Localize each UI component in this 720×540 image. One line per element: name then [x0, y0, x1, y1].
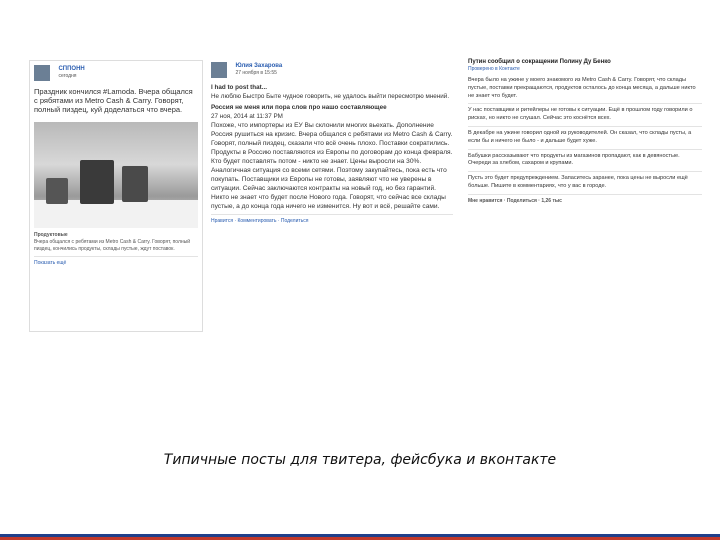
twitter-photo[interactable]: [34, 122, 198, 228]
photo-snow: [34, 200, 198, 228]
screenshot-collage: [15, 42, 711, 450]
twitter-text: Праздник кончился #Lamoda. Вчера общался с рябятами из Metro Cash & Carry. Говорят, полный пиздец, куй доделаться что вчера.: [34, 87, 193, 114]
slide-caption: Типичные посты для твитера, фейсбука и вконтакте: [163, 452, 557, 468]
photo-trash-bin: [80, 160, 114, 204]
photo-trash-bin: [122, 166, 148, 202]
twitter-footer-link[interactable]: Показать ещё: [34, 260, 67, 266]
vk-header: Путин сообщил о сокращении Полину Ду Бенко: [468, 59, 611, 65]
facebook-avatar[interactable]: [211, 62, 227, 78]
facebook-quote-date: 27 ноя, 2014 at 11:37 PM: [211, 112, 283, 120]
facebook-post: [207, 60, 457, 456]
vk-post: [462, 56, 708, 458]
bottom-decoration: [0, 534, 720, 540]
twitter-post: [29, 60, 203, 332]
photo-trash-bin: [46, 178, 68, 204]
facebook-body: Похоже, что импортеры из ЕУ Вы склонили многих вьехать. Дополнение Россия рушиться на кризис. Вчера общался с ребятами из Metro Cash & Carry. Говорят, полный пиздец, сказали что всё очень плохо. Поставки сократились. Продукты в Россию поставляются из Европы по договорам до конца февраля. Кто будет поставлять потом - никто не знает. Цены выросли на 30%. Аналогичная ситуация со всеми сетями. Поэтому закупайтесь, пока есть что покупать. Поставщики из Европы не готовы, заявляют что не уверены в ситуации. Сейчас заключаются контракты на новый год, но без гарантий. Никто не знает что будет после Нового года. Говорят, что сейчас все склады пустые, а до конца года ничего не изменится. Ну вот и всё, решайте сами.: [211, 122, 453, 211]
twitter-image-text: Вчера общался с ребятами из Metro Cash & Carry. Говорят, полный пиздец, кончились продукты, склады пустые, ждут поставок.: [34, 239, 191, 252]
facebook-actions[interactable]: Нравится · Комментировать · Поделиться: [211, 218, 309, 225]
vk-paragraph: Пусть это будет предупреждением. Запаситесь заранее, пока цены не выросли ещё больше. Пишите в комментариях, что у вас в городе.: [468, 175, 688, 189]
twitter-author[interactable]: СППОНН: [58, 66, 85, 72]
vk-paragraph: В декабре на ужине говорил одной из руководителей. Он сказал, что склады пусты, а если бы и ничего не было - и дальше будет хуже.: [468, 129, 692, 144]
vk-paragraph: У нас поставщики и ритейлеры не готовы к ситуации. Ещё в прошлом году говорили о рисках, но никто не слушал. Сейчас это коснётся всех.: [468, 107, 693, 122]
twitter-subline: сегодня: [58, 73, 77, 79]
vk-footer[interactable]: Мне нравится · Поделиться · 1,26 тыс: [468, 197, 562, 204]
facebook-author[interactable]: Юлия Захарова: [235, 63, 283, 69]
facebook-quote-head: Россия не меня или пора слов про нашо составляющее: [211, 104, 387, 112]
vk-paragraph: Бабушки рассказывают что продукты из магазинов пропадают, как в девяностые. Очереди за хлебом, сахаром и крупами.: [468, 152, 680, 167]
facebook-lead: I had to post that...: [211, 84, 267, 91]
facebook-intro: Не люблю Быстро Быте чудное говорить, не удалось выйти пересмотрю мнений.: [211, 92, 450, 100]
vk-paragraph: Вчера было на ужине у моего знакомого из Metro Cash & Carry. Говорят, что склады пустые, поставки прекращаются, продуктов осталось до конца месяца, а дальше никто не знает что будет.: [468, 77, 696, 99]
twitter-image-caption: Продуктовые: [34, 232, 68, 238]
vk-subheader[interactable]: Проверено в Контакте: [468, 66, 520, 72]
facebook-date: 27 ноября в 15:55: [235, 70, 277, 76]
twitter-avatar[interactable]: [34, 65, 50, 81]
